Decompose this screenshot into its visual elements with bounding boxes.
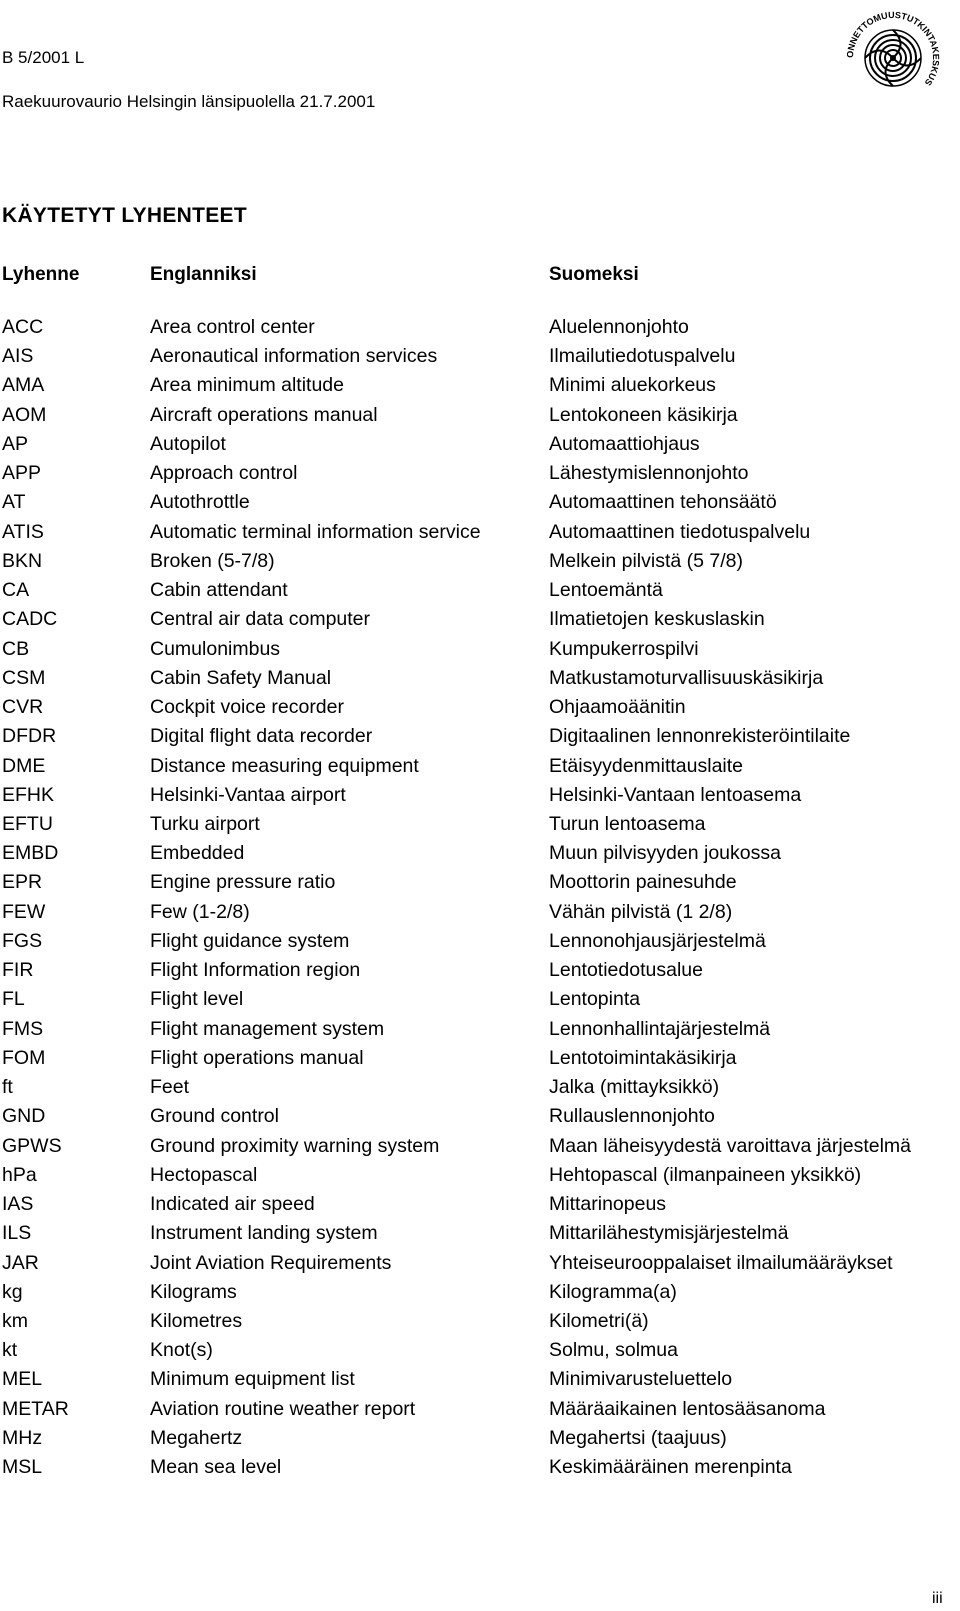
abbreviation-cell: EFHK: [2, 783, 55, 806]
english-term-cell: Embedded: [150, 842, 245, 865]
logo-emblem-icon: [865, 30, 921, 86]
abbreviation-cell: AP: [2, 432, 29, 455]
english-term-cell: Cabin attendant: [150, 579, 288, 602]
english-term-cell: Kilometres: [150, 1309, 243, 1332]
abbreviation-cell: EPR: [2, 871, 43, 894]
table-row: [0, 1164, 960, 1193]
finnish-term-cell: Lennonohjausjärjestelmä: [549, 929, 766, 952]
abbreviation-cell: DME: [2, 754, 46, 777]
abbreviation-cell: MHz: [2, 1426, 43, 1449]
finnish-term-cell: Minimivarusteluettelo: [549, 1368, 733, 1391]
table-row: [0, 1252, 960, 1281]
english-term-cell: Flight guidance system: [150, 929, 350, 952]
english-term-cell: Cumulonimbus: [150, 637, 281, 660]
abbreviation-cell: ILS: [2, 1222, 32, 1245]
abbreviation-cell: CB: [2, 637, 30, 660]
table-row: [0, 725, 960, 754]
table-row: [0, 374, 960, 403]
abbreviation-cell: METAR: [2, 1397, 69, 1420]
page-title: KÄYTETYT LYHENTEET: [2, 204, 247, 227]
finnish-term-cell: Automaattinen tehonsäätö: [549, 491, 777, 514]
abbreviation-cell: CADC: [2, 608, 58, 631]
table-row: [0, 871, 960, 900]
table-row: [0, 579, 960, 608]
english-term-cell: Central air data computer: [150, 608, 371, 631]
document-subtitle: Raekuurovaurio Helsingin länsipuolella 21.7.2001: [2, 92, 376, 111]
abbreviation-cell: MSL: [2, 1456, 43, 1479]
table-row: [0, 316, 960, 345]
english-term-cell: Cabin Safety Manual: [150, 666, 332, 689]
table-row: [0, 1456, 960, 1485]
abbreviation-cell: CVR: [2, 696, 44, 719]
finnish-term-cell: Turun lentoasema: [549, 812, 706, 835]
document-id: B 5/2001 L: [2, 48, 85, 67]
abbreviation-cell: CSM: [2, 666, 46, 689]
table-row: [0, 842, 960, 871]
finnish-term-cell: Megahertsi (taajuus): [549, 1426, 727, 1449]
finnish-term-cell: Digitaalinen lennonrekisteröintilaite: [549, 725, 851, 748]
abbreviation-cell: AMA: [2, 374, 45, 397]
finnish-term-cell: Kumpukerrospilvi: [549, 637, 699, 660]
abbreviation-cell: FMS: [2, 1017, 44, 1040]
finnish-term-cell: Vähän pilvistä (1 2/8): [549, 900, 733, 923]
table-row: [0, 1135, 960, 1164]
english-term-cell: Aviation routine weather report: [150, 1397, 416, 1420]
finnish-term-cell: Hehtopascal (ilmanpaineen yksikkö): [549, 1163, 862, 1186]
column-header-finnish: Suomeksi: [549, 264, 639, 285]
finnish-term-cell: Ilmailutiedotuspalvelu: [549, 345, 736, 368]
abbreviation-cell: kg: [2, 1280, 23, 1303]
english-term-cell: Flight management system: [150, 1017, 385, 1040]
finnish-term-cell: Lentotoimintakäsikirja: [549, 1046, 737, 1069]
english-term-cell: Minimum equipment list: [150, 1368, 355, 1391]
table-row: [0, 813, 960, 842]
finnish-term-cell: Etäisyydenmittauslaite: [549, 754, 744, 777]
abbreviation-cell: kt: [2, 1339, 18, 1362]
table-row: [0, 1427, 960, 1456]
table-row: [0, 930, 960, 959]
english-term-cell: Helsinki-Vantaa airport: [150, 783, 346, 806]
finnish-term-cell: Mittarinopeus: [549, 1193, 667, 1216]
table-row: [0, 1076, 960, 1105]
table-row: [0, 1368, 960, 1397]
abbreviation-cell: CA: [2, 579, 30, 602]
table-row: [0, 1398, 960, 1427]
logo-text: ONNETTOMUUSTUTKINTAKESKUS: [844, 9, 942, 88]
finnish-term-cell: Solmu, solmua: [549, 1339, 678, 1362]
finnish-term-cell: Melkein pilvistä (5 7/8): [549, 549, 743, 572]
table-row: [0, 959, 960, 988]
abbreviation-cell: GND: [2, 1105, 46, 1128]
english-term-cell: Broken (5-7/8): [150, 549, 275, 572]
english-term-cell: Hectopascal: [150, 1163, 258, 1186]
finnish-term-cell: Automaattiohjaus: [549, 432, 700, 455]
column-header-english: Englanniksi: [150, 264, 257, 285]
abbreviation-cell: AT: [2, 491, 26, 514]
abbreviation-cell: AOM: [2, 403, 47, 426]
finnish-term-cell: Maan läheisyydestä varoittava järjestelmä: [549, 1134, 912, 1157]
english-term-cell: Instrument landing system: [150, 1222, 378, 1245]
finnish-term-cell: Helsinki-Vantaan lentoasema: [549, 783, 802, 806]
finnish-term-cell: Mittarilähestymisjärjestelmä: [549, 1222, 789, 1245]
english-term-cell: Distance measuring equipment: [150, 754, 419, 777]
table-row: [0, 550, 960, 579]
table-row: [0, 1339, 960, 1368]
abbreviation-cell: MEL: [2, 1368, 43, 1391]
finnish-term-cell: Automaattinen tiedotuspalvelu: [549, 520, 811, 543]
table-row: [0, 1310, 960, 1339]
english-term-cell: Few (1-2/8): [150, 900, 250, 923]
english-term-cell: Area control center: [150, 316, 315, 338]
abbreviation-cell: ACC: [2, 316, 44, 338]
abbreviation-cell: AIS: [2, 345, 34, 368]
abbreviation-cell: hPa: [2, 1163, 37, 1186]
english-term-cell: Ground proximity warning system: [150, 1134, 440, 1157]
finnish-term-cell: Lentotiedotusalue: [549, 959, 703, 982]
english-term-cell: Flight operations manual: [150, 1046, 364, 1069]
english-term-cell: Joint Aviation Requirements: [150, 1251, 392, 1274]
abbreviation-cell: FOM: [2, 1046, 46, 1069]
english-term-cell: Indicated air speed: [150, 1193, 315, 1216]
finnish-term-cell: Lentopinta: [549, 988, 641, 1011]
english-term-cell: Digital flight data recorder: [150, 725, 373, 748]
abbreviation-cell: APP: [2, 462, 42, 485]
table-row: [0, 988, 960, 1017]
finnish-term-cell: Keskimääräinen merenpinta: [549, 1456, 792, 1479]
abbreviation-table: [0, 316, 960, 1485]
table-row: [0, 345, 960, 374]
english-term-cell: Area minimum altitude: [150, 374, 344, 397]
table-row: [0, 784, 960, 813]
english-term-cell: Flight Information region: [150, 959, 361, 982]
finnish-term-cell: Kilometri(ä): [549, 1309, 649, 1332]
table-row: [0, 404, 960, 433]
table-row: [0, 1281, 960, 1310]
table-row: [0, 1193, 960, 1222]
table-row: [0, 608, 960, 637]
abbreviation-cell: IAS: [2, 1193, 34, 1216]
english-term-cell: Mean sea level: [150, 1456, 282, 1479]
english-term-cell: Automatic terminal information service: [150, 520, 481, 543]
english-term-cell: Ground control: [150, 1105, 279, 1128]
abbreviation-cell: DFDR: [2, 725, 57, 748]
abbreviation-cell: FIR: [2, 959, 34, 982]
table-row: [0, 462, 960, 491]
english-term-cell: Flight level: [150, 988, 244, 1011]
finnish-term-cell: Jalka (mittayksikkö): [549, 1076, 720, 1099]
table-row: [0, 433, 960, 462]
table-row: [0, 521, 960, 550]
english-term-cell: Engine pressure ratio: [150, 871, 336, 894]
finnish-term-cell: Moottorin painesuhde: [549, 871, 737, 894]
finnish-term-cell: Lentokoneen käsikirja: [549, 403, 738, 426]
table-row: [0, 755, 960, 784]
finnish-term-cell: Yhteiseurooppalaiset ilmailumääräykset: [549, 1251, 893, 1274]
abbreviation-cell: JAR: [2, 1251, 39, 1274]
table-row: [0, 638, 960, 667]
english-term-cell: Megahertz: [150, 1426, 243, 1449]
english-term-cell: Autopilot: [150, 432, 226, 455]
table-row: [0, 901, 960, 930]
english-term-cell: Autothrottle: [150, 491, 250, 514]
finnish-term-cell: Kilogramma(a): [549, 1280, 677, 1303]
finnish-term-cell: Lähestymislennonjohto: [549, 462, 749, 485]
english-term-cell: Aircraft operations manual: [150, 403, 378, 426]
finnish-term-cell: Määräaikainen lentosääsanoma: [549, 1397, 826, 1420]
english-term-cell: Kilograms: [150, 1280, 237, 1303]
english-term-cell: Turku airport: [150, 812, 260, 835]
table-row: [0, 1105, 960, 1134]
finnish-term-cell: Muun pilvisyyden joukossa: [549, 842, 781, 865]
abbreviation-cell: ft: [2, 1076, 13, 1099]
table-row: [0, 1047, 960, 1076]
english-term-cell: Cockpit voice recorder: [150, 696, 344, 719]
finnish-term-cell: Lentoemäntä: [549, 579, 663, 602]
english-term-cell: Aeronautical information services: [150, 345, 438, 368]
table-row: [0, 1018, 960, 1047]
abbreviation-cell: EMBD: [2, 842, 59, 865]
english-term-cell: Feet: [150, 1076, 190, 1099]
abbreviation-cell: FL: [2, 988, 25, 1011]
abbreviation-cell: EFTU: [2, 812, 53, 835]
abbreviation-cell: ATIS: [2, 520, 44, 543]
finnish-term-cell: Ilmatietojen keskuslaskin: [549, 608, 765, 631]
finnish-term-cell: Matkustamoturvallisuuskäsikirja: [549, 666, 824, 689]
abbreviation-cell: BKN: [2, 549, 43, 572]
column-header-abbreviation: Lyhenne: [2, 264, 80, 285]
table-row: [0, 667, 960, 696]
english-term-cell: Approach control: [150, 462, 298, 485]
finnish-term-cell: Ohjaamoäänitin: [549, 696, 686, 719]
finnish-term-cell: Minimi aluekorkeus: [549, 374, 716, 397]
table-row: [0, 491, 960, 520]
table-row: [0, 696, 960, 725]
abbreviation-cell: FEW: [2, 900, 46, 923]
abbreviation-cell: km: [2, 1309, 28, 1332]
finnish-term-cell: Lennonhallintajärjestelmä: [549, 1017, 771, 1040]
agency-logo: [828, 0, 958, 108]
finnish-term-cell: Rullauslennonjohto: [549, 1105, 715, 1128]
page-number: iii: [932, 1590, 943, 1607]
abbreviation-cell: GPWS: [2, 1134, 62, 1157]
table-row: [0, 1222, 960, 1251]
finnish-term-cell: Aluelennonjohto: [549, 316, 689, 338]
english-term-cell: Knot(s): [150, 1339, 213, 1362]
abbreviation-cell: FGS: [2, 929, 43, 952]
